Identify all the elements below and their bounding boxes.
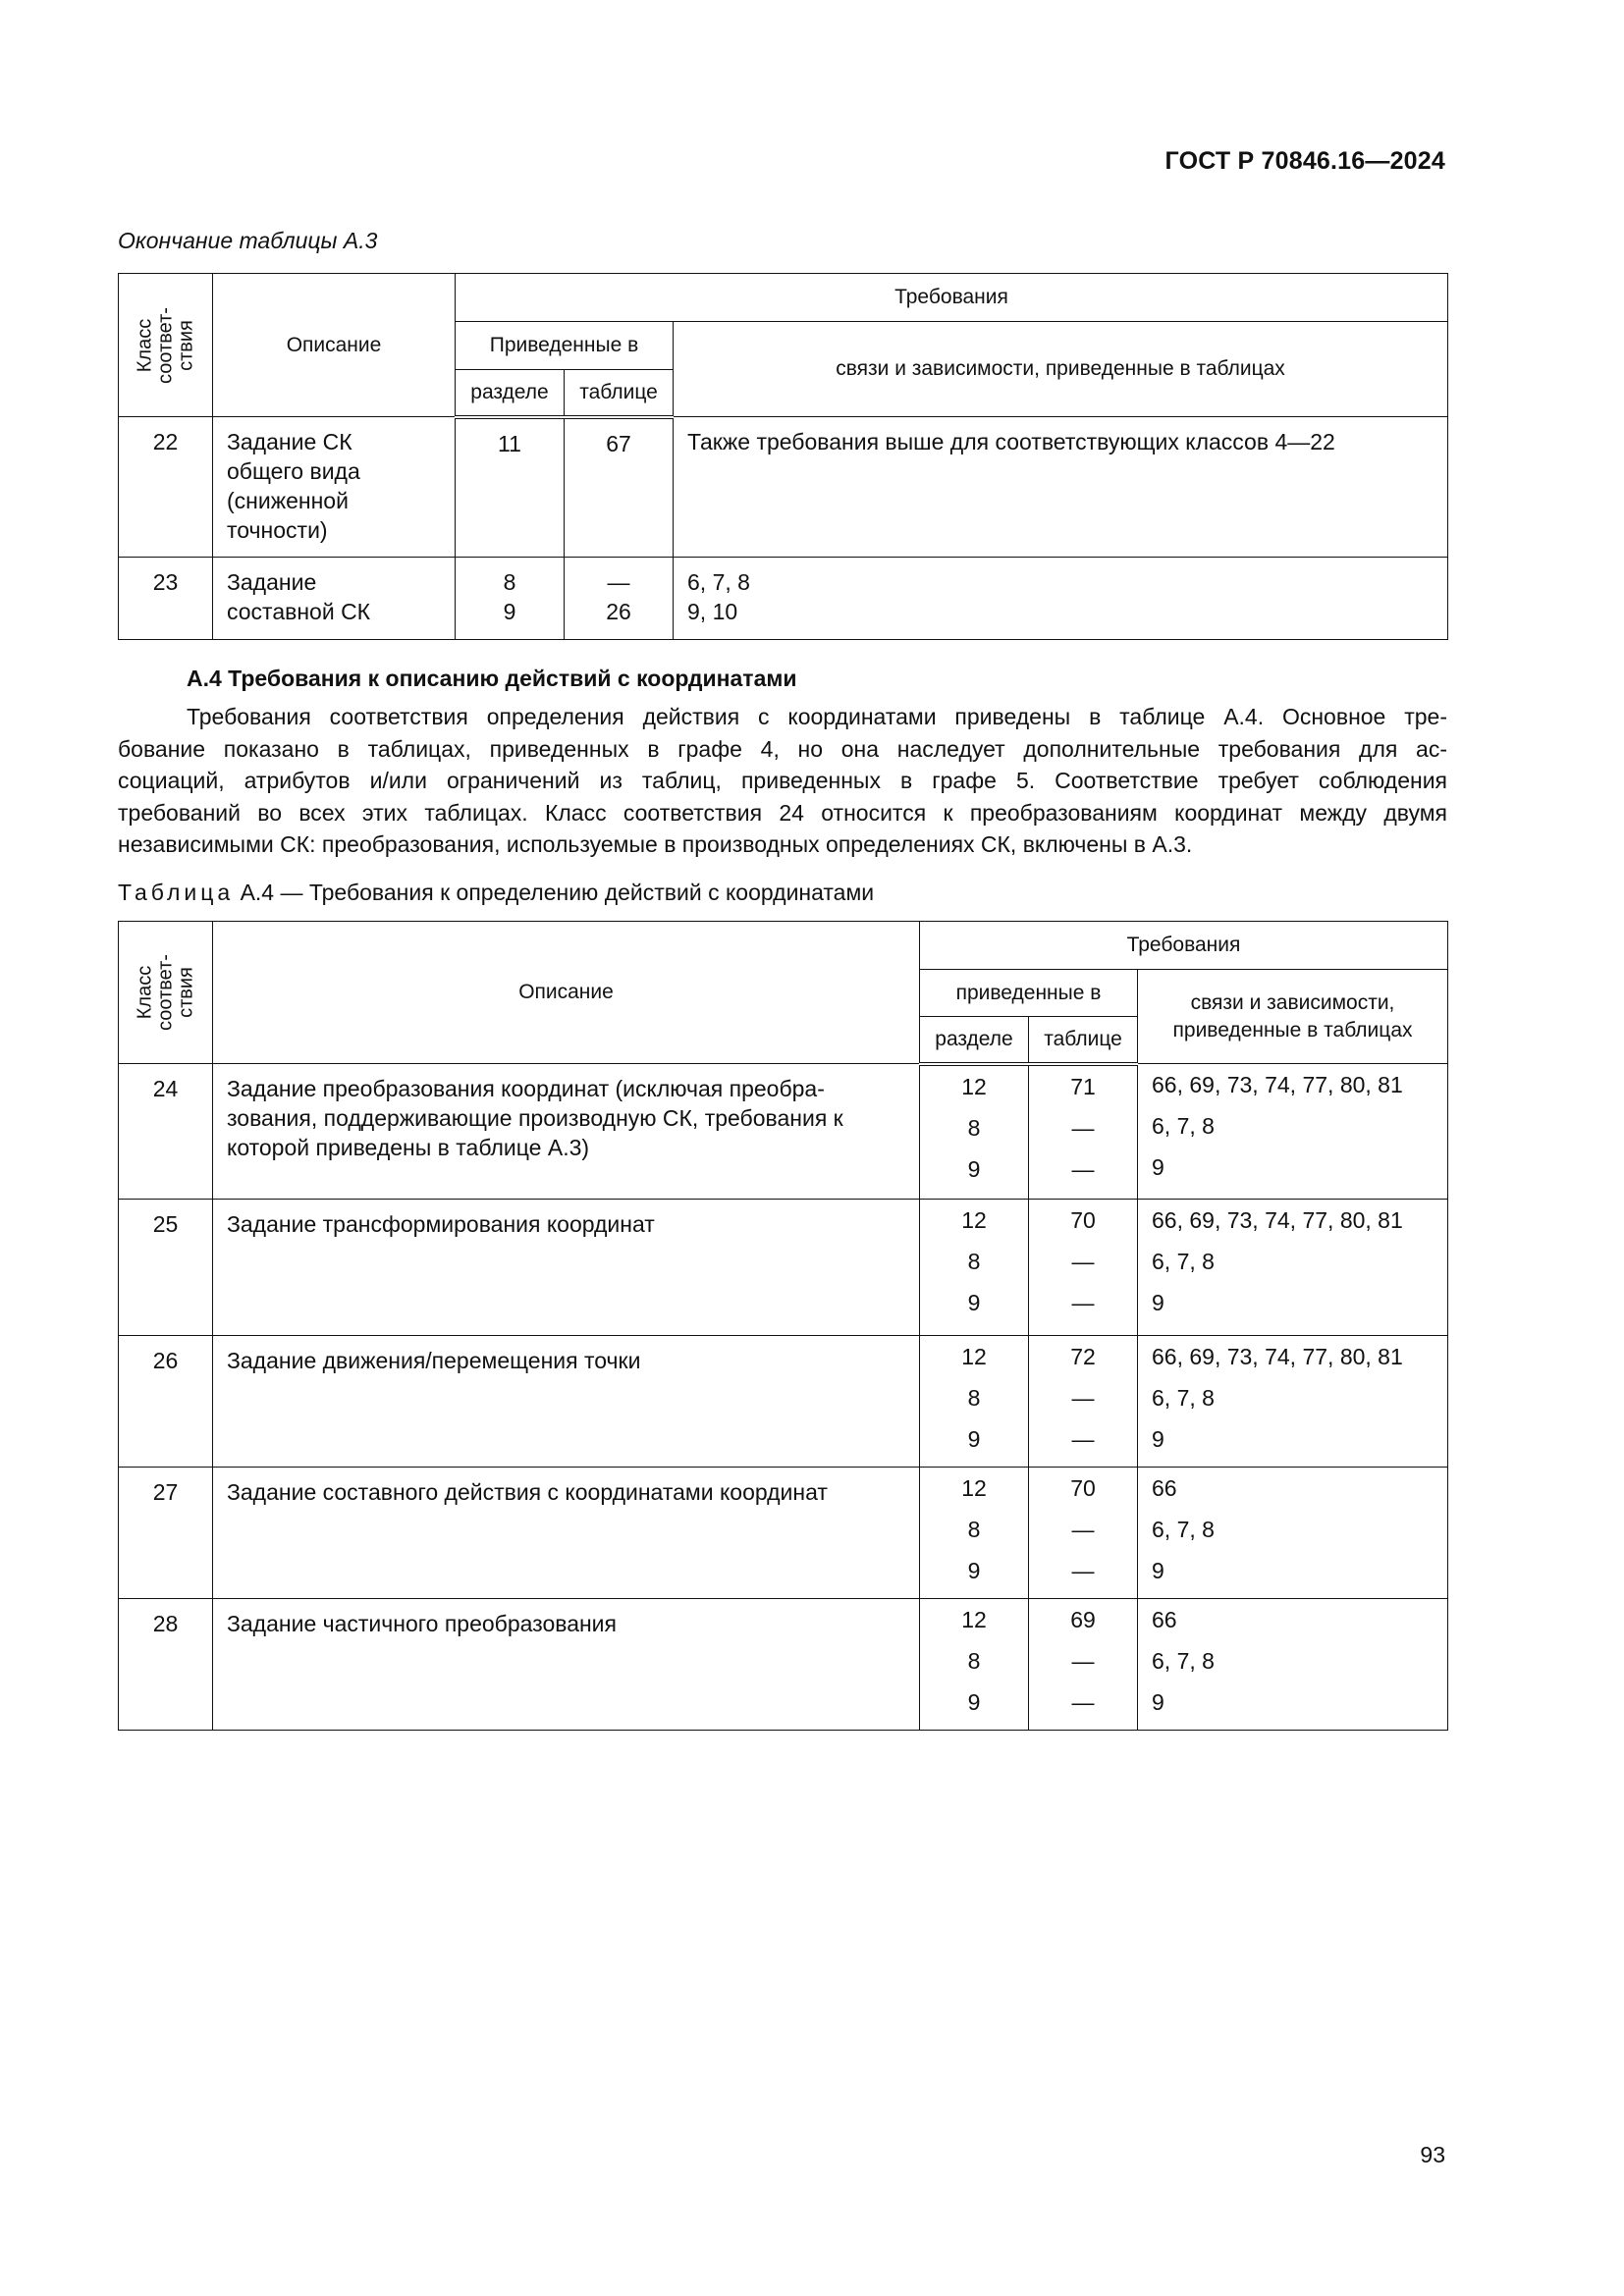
cell-description-line: Задание <box>227 569 317 595</box>
table-a4-header-section: разделе <box>920 1017 1029 1064</box>
cell-links-line: 66 <box>1152 1607 1177 1632</box>
cell-section-line: 9 <box>967 1426 981 1452</box>
cell-table-line: 70 <box>1070 1475 1096 1501</box>
table-a3-header-given-in: Приведенные в <box>456 322 674 370</box>
cell-section <box>920 1064 1029 1200</box>
cell-section-line: 9 <box>967 1155 981 1182</box>
cell-links <box>674 558 1448 640</box>
cell-table-line: — <box>607 569 630 595</box>
cell-links <box>1138 1468 1448 1599</box>
paragraph-line: Требования соответствия определения действия с координатами приведены в таблице А.4. Основное тре- <box>187 704 1447 729</box>
table-a3-header-table: таблице <box>565 370 674 417</box>
document-id-header: ГОСТ Р 70846.16—2024 <box>1164 147 1445 175</box>
table-a4-header-table: таблице <box>1029 1017 1138 1064</box>
table-row <box>119 417 1448 558</box>
cell-description <box>213 558 456 640</box>
cell-section <box>456 558 565 640</box>
cell-table-line: 69 <box>1070 1607 1096 1632</box>
cell-links-line: 9 <box>1152 1426 1164 1452</box>
cell-links-line: 9 <box>1152 1290 1164 1315</box>
cell-table-line: — <box>1071 1426 1095 1452</box>
cell-section-line: 8 <box>967 1114 981 1141</box>
cell-description-line: Задание трансформирования координат <box>227 1211 655 1237</box>
cell-class: 23 <box>119 558 213 640</box>
cell-section <box>920 1336 1029 1468</box>
cell-description-line: Задание частичного преобразования <box>227 1611 617 1636</box>
cell-description <box>213 1200 920 1336</box>
cell-table-line: — <box>1071 1558 1095 1583</box>
cell-section-line: 8 <box>967 1385 981 1411</box>
cell-section <box>920 1200 1029 1336</box>
table-row <box>119 558 1448 640</box>
paragraph-line: независимыми СК: преобразования, используемые в производных определениях СК, включены в А.3. <box>118 831 1193 857</box>
cell-section-line: 9 <box>967 1558 981 1583</box>
cell-section <box>456 417 565 558</box>
cell-table-line: 26 <box>606 599 631 624</box>
cell-class: 25 <box>119 1200 213 1336</box>
table-a4-header-requirements: Требования <box>920 922 1448 970</box>
table-a4-caption-rest: А.4 — Требования к определению действий с координатами <box>234 880 875 905</box>
cell-class: 26 <box>119 1336 213 1468</box>
cell-description <box>213 1064 920 1200</box>
cell-links <box>1138 1200 1448 1336</box>
cell-links-line: 66, 69, 73, 74, 77, 80, 81 <box>1152 1344 1403 1369</box>
cell-table <box>565 558 674 640</box>
cell-links-line: 6, 7, 8 <box>1152 1517 1215 1542</box>
cell-section <box>920 1599 1029 1731</box>
cell-table-line: — <box>1071 1648 1095 1674</box>
cell-section-line: 12 <box>961 1207 987 1233</box>
cell-table-line: 70 <box>1070 1207 1096 1233</box>
cell-links <box>1138 1599 1448 1731</box>
cell-links <box>1138 1064 1448 1200</box>
table-row <box>119 1336 1448 1468</box>
cell-section-line: 12 <box>961 1344 987 1369</box>
cell-table-line: 71 <box>1070 1073 1096 1099</box>
table-row <box>119 1064 1448 1200</box>
section-a4-title: А.4 Требования к описанию действий с координатами <box>187 666 797 691</box>
cell-description-line: Задание преобразования координат (исключая преобра- <box>227 1076 825 1101</box>
cell-links-line: 9 <box>1152 1154 1164 1180</box>
cell-table-line: — <box>1071 1155 1095 1182</box>
cell-description-line: Задание составного действия с координатами координат <box>227 1479 828 1505</box>
cell-section-line: 8 <box>967 1249 981 1274</box>
table-a3-caption: Окончание таблицы А.3 <box>118 228 378 253</box>
table-a4-caption <box>118 880 874 906</box>
paragraph-line: бование показано в таблицах, приведенных в графе 4, но она наследует дополнительные требования для ас- <box>118 735 1447 762</box>
cell-section-line: 12 <box>961 1073 987 1099</box>
table-a3-header-class <box>119 274 213 417</box>
cell-table-line: — <box>1071 1114 1095 1141</box>
cell-links-line: 9, 10 <box>687 599 738 624</box>
cell-links-line: 6, 7, 8 <box>1152 1113 1215 1139</box>
table-a3-header-links: связи и зависимости, приведенные в таблицах <box>674 322 1448 417</box>
cell-description <box>213 417 456 558</box>
cell-section-line: 8 <box>967 1648 981 1674</box>
cell-links <box>1138 1336 1448 1468</box>
cell-section-line: 9 <box>503 599 516 624</box>
cell-section-line: 9 <box>967 1290 981 1315</box>
cell-table <box>1029 1468 1138 1599</box>
section-a4-paragraph <box>118 701 1447 861</box>
cell-table-line: — <box>1071 1385 1095 1411</box>
table-a4-caption-word: Таблица <box>118 880 235 905</box>
cell-links-line: 66, 69, 73, 74, 77, 80, 81 <box>1152 1072 1403 1097</box>
table-a3-header-description: Описание <box>213 274 456 417</box>
cell-class: 24 <box>119 1064 213 1200</box>
cell-description-line: общего вида <box>227 458 360 484</box>
cell-description <box>213 1336 920 1468</box>
table-a3-header-section: разделе <box>456 370 565 417</box>
table-a4 <box>118 921 1448 1731</box>
cell-description-line: зования, поддерживающие производную СК, требования к <box>227 1105 843 1131</box>
page-number: 93 <box>1420 2142 1445 2167</box>
cell-description-line: составной СК <box>227 599 371 624</box>
cell-class: 22 <box>119 417 213 558</box>
cell-table <box>1029 1336 1138 1468</box>
cell-table-line: 72 <box>1070 1344 1096 1369</box>
cell-description-line: (сниженной <box>227 488 349 513</box>
cell-table-line: — <box>1071 1249 1095 1274</box>
cell-table-line: — <box>1071 1517 1095 1542</box>
cell-links-line: 6, 7, 8 <box>1152 1249 1215 1274</box>
cell-links-line: 66, 69, 73, 74, 77, 80, 81 <box>1152 1207 1403 1233</box>
table-a4-header-links-line: связи и зависимости, <box>1190 990 1395 1014</box>
cell-links-line: Также требования выше для соответствующих классов 4—22 <box>687 429 1335 454</box>
cell-table <box>565 417 674 558</box>
cell-class: 28 <box>119 1599 213 1731</box>
cell-links-line: 6, 7, 8 <box>1152 1648 1215 1674</box>
cell-section-line: 12 <box>961 1475 987 1501</box>
cell-table <box>1029 1599 1138 1731</box>
cell-description-line: которой приведены в таблице А.3) <box>227 1135 590 1160</box>
paragraph-line: социаций, атрибутов и/или ограничений из таблиц, приведенных в графе 5. Соответствие требует соблюдения <box>118 768 1447 793</box>
table-row <box>119 1599 1448 1731</box>
cell-links-line: 9 <box>1152 1558 1164 1583</box>
cell-section-line: 8 <box>503 569 516 595</box>
cell-section-line: 12 <box>961 1607 987 1632</box>
table-a4-header-class-text: Класс соответ- ствия <box>134 954 196 1031</box>
table-a4-header-given-in: приведенные в <box>920 970 1138 1017</box>
paragraph-line: требований во всех этих таблицах. Класс соответствия 24 относится к преобразованиям координат между двумя <box>118 799 1447 826</box>
cell-table-line: — <box>1071 1689 1095 1715</box>
table-a3-header-requirements: Требования <box>456 274 1448 322</box>
cell-description-line: Задание движения/перемещения точки <box>227 1348 641 1373</box>
cell-section-line: 9 <box>967 1689 981 1715</box>
cell-section-line: 11 <box>498 430 521 456</box>
cell-table-line: 67 <box>606 430 631 456</box>
cell-section-line: 8 <box>967 1517 981 1542</box>
cell-description-line: точности) <box>227 517 328 543</box>
table-a4-header-description: Описание <box>213 922 920 1064</box>
table-row <box>119 1200 1448 1336</box>
cell-description <box>213 1599 920 1731</box>
cell-description <box>213 1468 920 1599</box>
cell-section <box>920 1468 1029 1599</box>
cell-links-line: 66 <box>1152 1475 1177 1501</box>
table-a3-header-class-text: Класс соответ- ствия <box>134 306 196 384</box>
cell-class: 27 <box>119 1468 213 1599</box>
table-a4-header-links-line: приведенные в таблицах <box>1172 1018 1413 1041</box>
cell-table <box>1029 1064 1138 1200</box>
cell-links-line: 6, 7, 8 <box>1152 1385 1215 1411</box>
table-row <box>119 1468 1448 1599</box>
cell-description-line: Задание СК <box>227 429 352 454</box>
cell-links-line: 9 <box>1152 1689 1164 1715</box>
cell-links <box>674 417 1448 558</box>
cell-table-line: — <box>1071 1290 1095 1315</box>
table-a3 <box>118 273 1448 640</box>
cell-table <box>1029 1200 1138 1336</box>
table-a4-header-links <box>1138 970 1448 1064</box>
cell-links-line: 6, 7, 8 <box>687 569 750 595</box>
table-a4-header-class <box>119 922 213 1064</box>
